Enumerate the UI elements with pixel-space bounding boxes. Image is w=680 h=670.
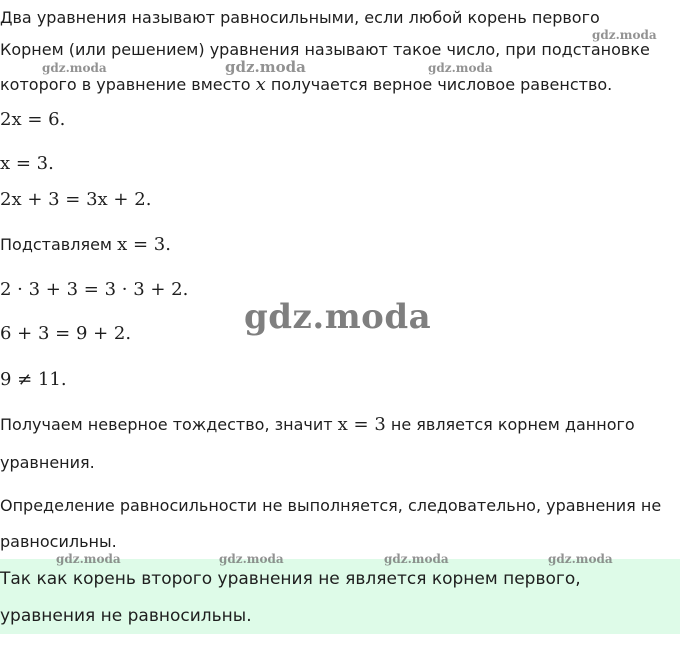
watermark: gdz.moda [592, 28, 657, 42]
substitution-line [0, 235, 171, 255]
definition-line-3 [0, 75, 612, 95]
conclusion-line-1: Определение равносильности не выполняется, следовательно, уравнения не [0, 496, 662, 515]
conclusion-line-2: равносильны. [0, 532, 117, 551]
watermark-large: gdz.moda [244, 297, 432, 337]
equation-3: 2x + 3 = 3x + 2. [0, 189, 152, 210]
answer-line-1: Так как корень второго уравнения не является корнем первого, [0, 569, 581, 589]
watermark: gdz.moda [56, 552, 121, 566]
watermark: gdz.moda [428, 61, 493, 75]
equation-4: 2 · 3 + 3 = 3 · 3 + 2. [0, 279, 189, 300]
watermark: gdz.moda [548, 552, 613, 566]
result-line-1 [0, 415, 635, 435]
equation-2: x = 3. [0, 153, 54, 174]
definition-line-1: Два уравнения называют равносильными, если любой корень первого [0, 8, 600, 27]
result-line-2: уравнения. [0, 453, 95, 472]
variable-x: x [255, 74, 266, 95]
watermark: gdz.moda [219, 552, 284, 566]
definition-line-3-end: получается верное числовое равенство. [265, 75, 613, 94]
watermark: gdz.moda [42, 61, 107, 75]
watermark: gdz.moda [225, 58, 306, 76]
substitution-math: x = 3. [117, 234, 171, 255]
equation-6: 9 ≠ 11. [0, 369, 67, 390]
definition-line-3-start: которого в уравнение вместо [0, 75, 256, 94]
equation-1: 2x = 6. [0, 109, 66, 130]
watermark: gdz.moda [384, 552, 449, 566]
result-text-end: не является корнем данного [385, 415, 635, 434]
equation-5: 6 + 3 = 9 + 2. [0, 323, 132, 344]
answer-line-2: уравнения не равносильны. [0, 606, 252, 626]
result-math: x = 3 [337, 414, 386, 435]
substitution-text: Подставляем [0, 235, 118, 254]
definition-line-2: Корнем (или решением) уравнения называют такое число, при подстановке [0, 40, 650, 59]
result-text-start: Получаем неверное тождество, значит [0, 415, 338, 434]
